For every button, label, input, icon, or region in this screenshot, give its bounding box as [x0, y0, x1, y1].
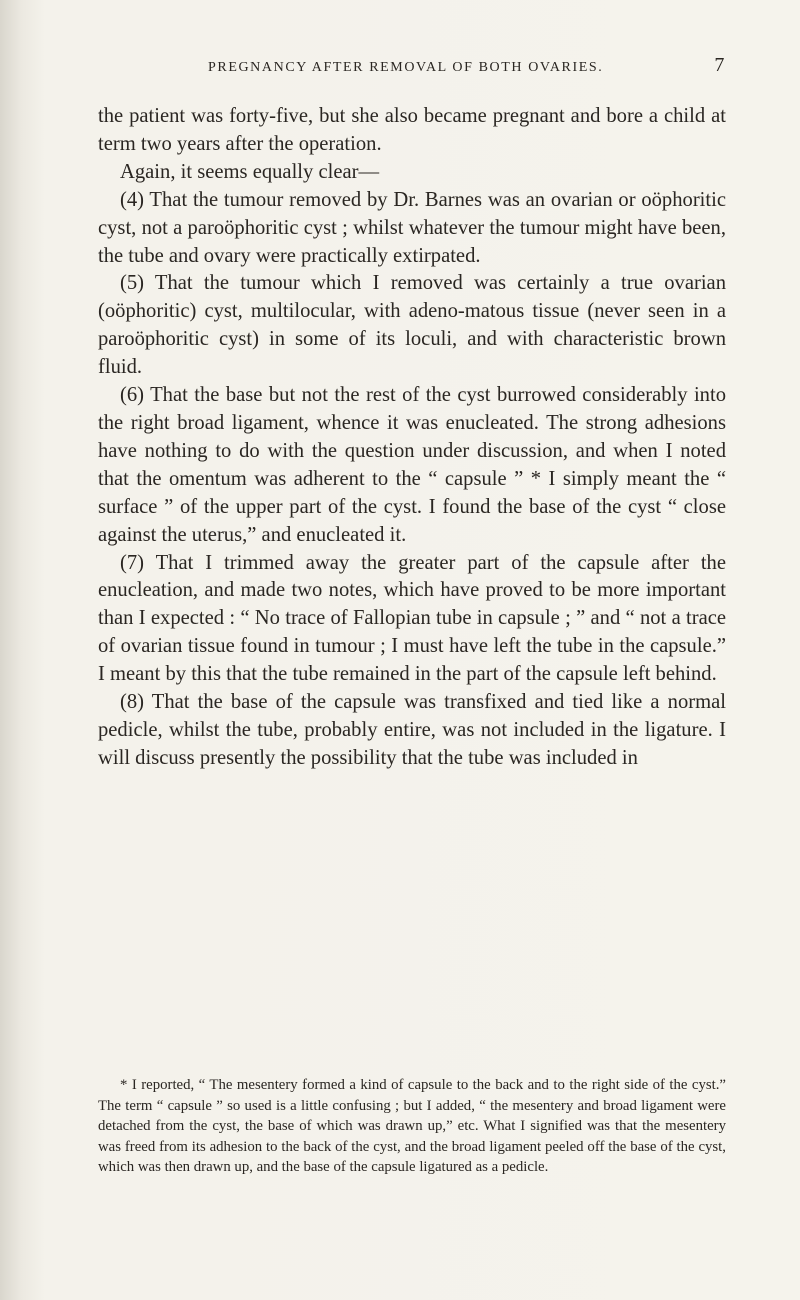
footnote	[98, 1075, 726, 1178]
paragraph-point-4: (4) That the tumour removed by Dr. Barnes was an ovarian or oöphoritic cyst, not a paroöphoritic cyst ; whilst whatever the tumour might have been, the tube and ovary were practically extirpated.	[98, 188, 726, 267]
footnote-text: * I reported, “ The mesentery formed a kind of capsule to the back and to the right side of the cyst.” The term “ capsule ” so used is a little confusing ; but I added, “ the mesentery and broad ligament were detached from the cyst, the base of which was drawn up,” etc. What I signified was that the mesentery was freed from its adhesion to the back of the cyst, and the broad ligament peeled off the base of the cyst, which was then drawn up, and the base of the capsule ligatured as a pedicle.	[98, 1077, 726, 1176]
body-text	[98, 103, 726, 773]
paragraph-point-6: (6) That the base but not the rest of the cyst burrowed considerably into the right broad ligament, whence it was enucleated. The strong adhesions have nothing to do with the question under discussion, and when I noted that the omentum was adherent to the “ capsule ” * I simply meant the “ surface ” of the upper part of the cyst. I found the base of the cyst “ close against the uterus,” and enucleated it.	[98, 384, 726, 546]
running-title: PREGNANCY AFTER REMOVAL OF BOTH OVARIES.	[208, 60, 604, 75]
running-header	[98, 54, 726, 76]
page-number: 7	[714, 54, 726, 76]
paragraph-point-7: (7) That I trimmed away the greater part of the capsule after the enucleation, and made two notes, which have proved to be more important than I expected : “ No trace of Fallopian tube in capsule ; ” and “ not a trace of ovarian tissue found in tumour ; I must have left the tube in the capsule.” I meant by this that the tube remained in the part of the capsule left behind.	[98, 551, 726, 686]
paragraph-again: Again, it seems equally clear—	[120, 160, 380, 183]
paragraph-point-8: (8) That the base of the capsule was transfixed and tied like a normal pedicle, whilst the tube, probably entire, was not included in the ligature. I will discuss presently the possibility that the tube was included in	[98, 691, 726, 769]
paragraph-point-5: (5) That the tumour which I removed was certainly a true ovarian (oöphoritic) cyst, multilocular, with adeno-matous tissue (never seen in a paroöphoritic cyst) in some of its loculi, and with characteristic brown fluid.	[98, 272, 726, 379]
paragraph-continuation: the patient was forty-five, but she also became pregnant and bore a child at term two years after the operation.	[98, 105, 726, 155]
